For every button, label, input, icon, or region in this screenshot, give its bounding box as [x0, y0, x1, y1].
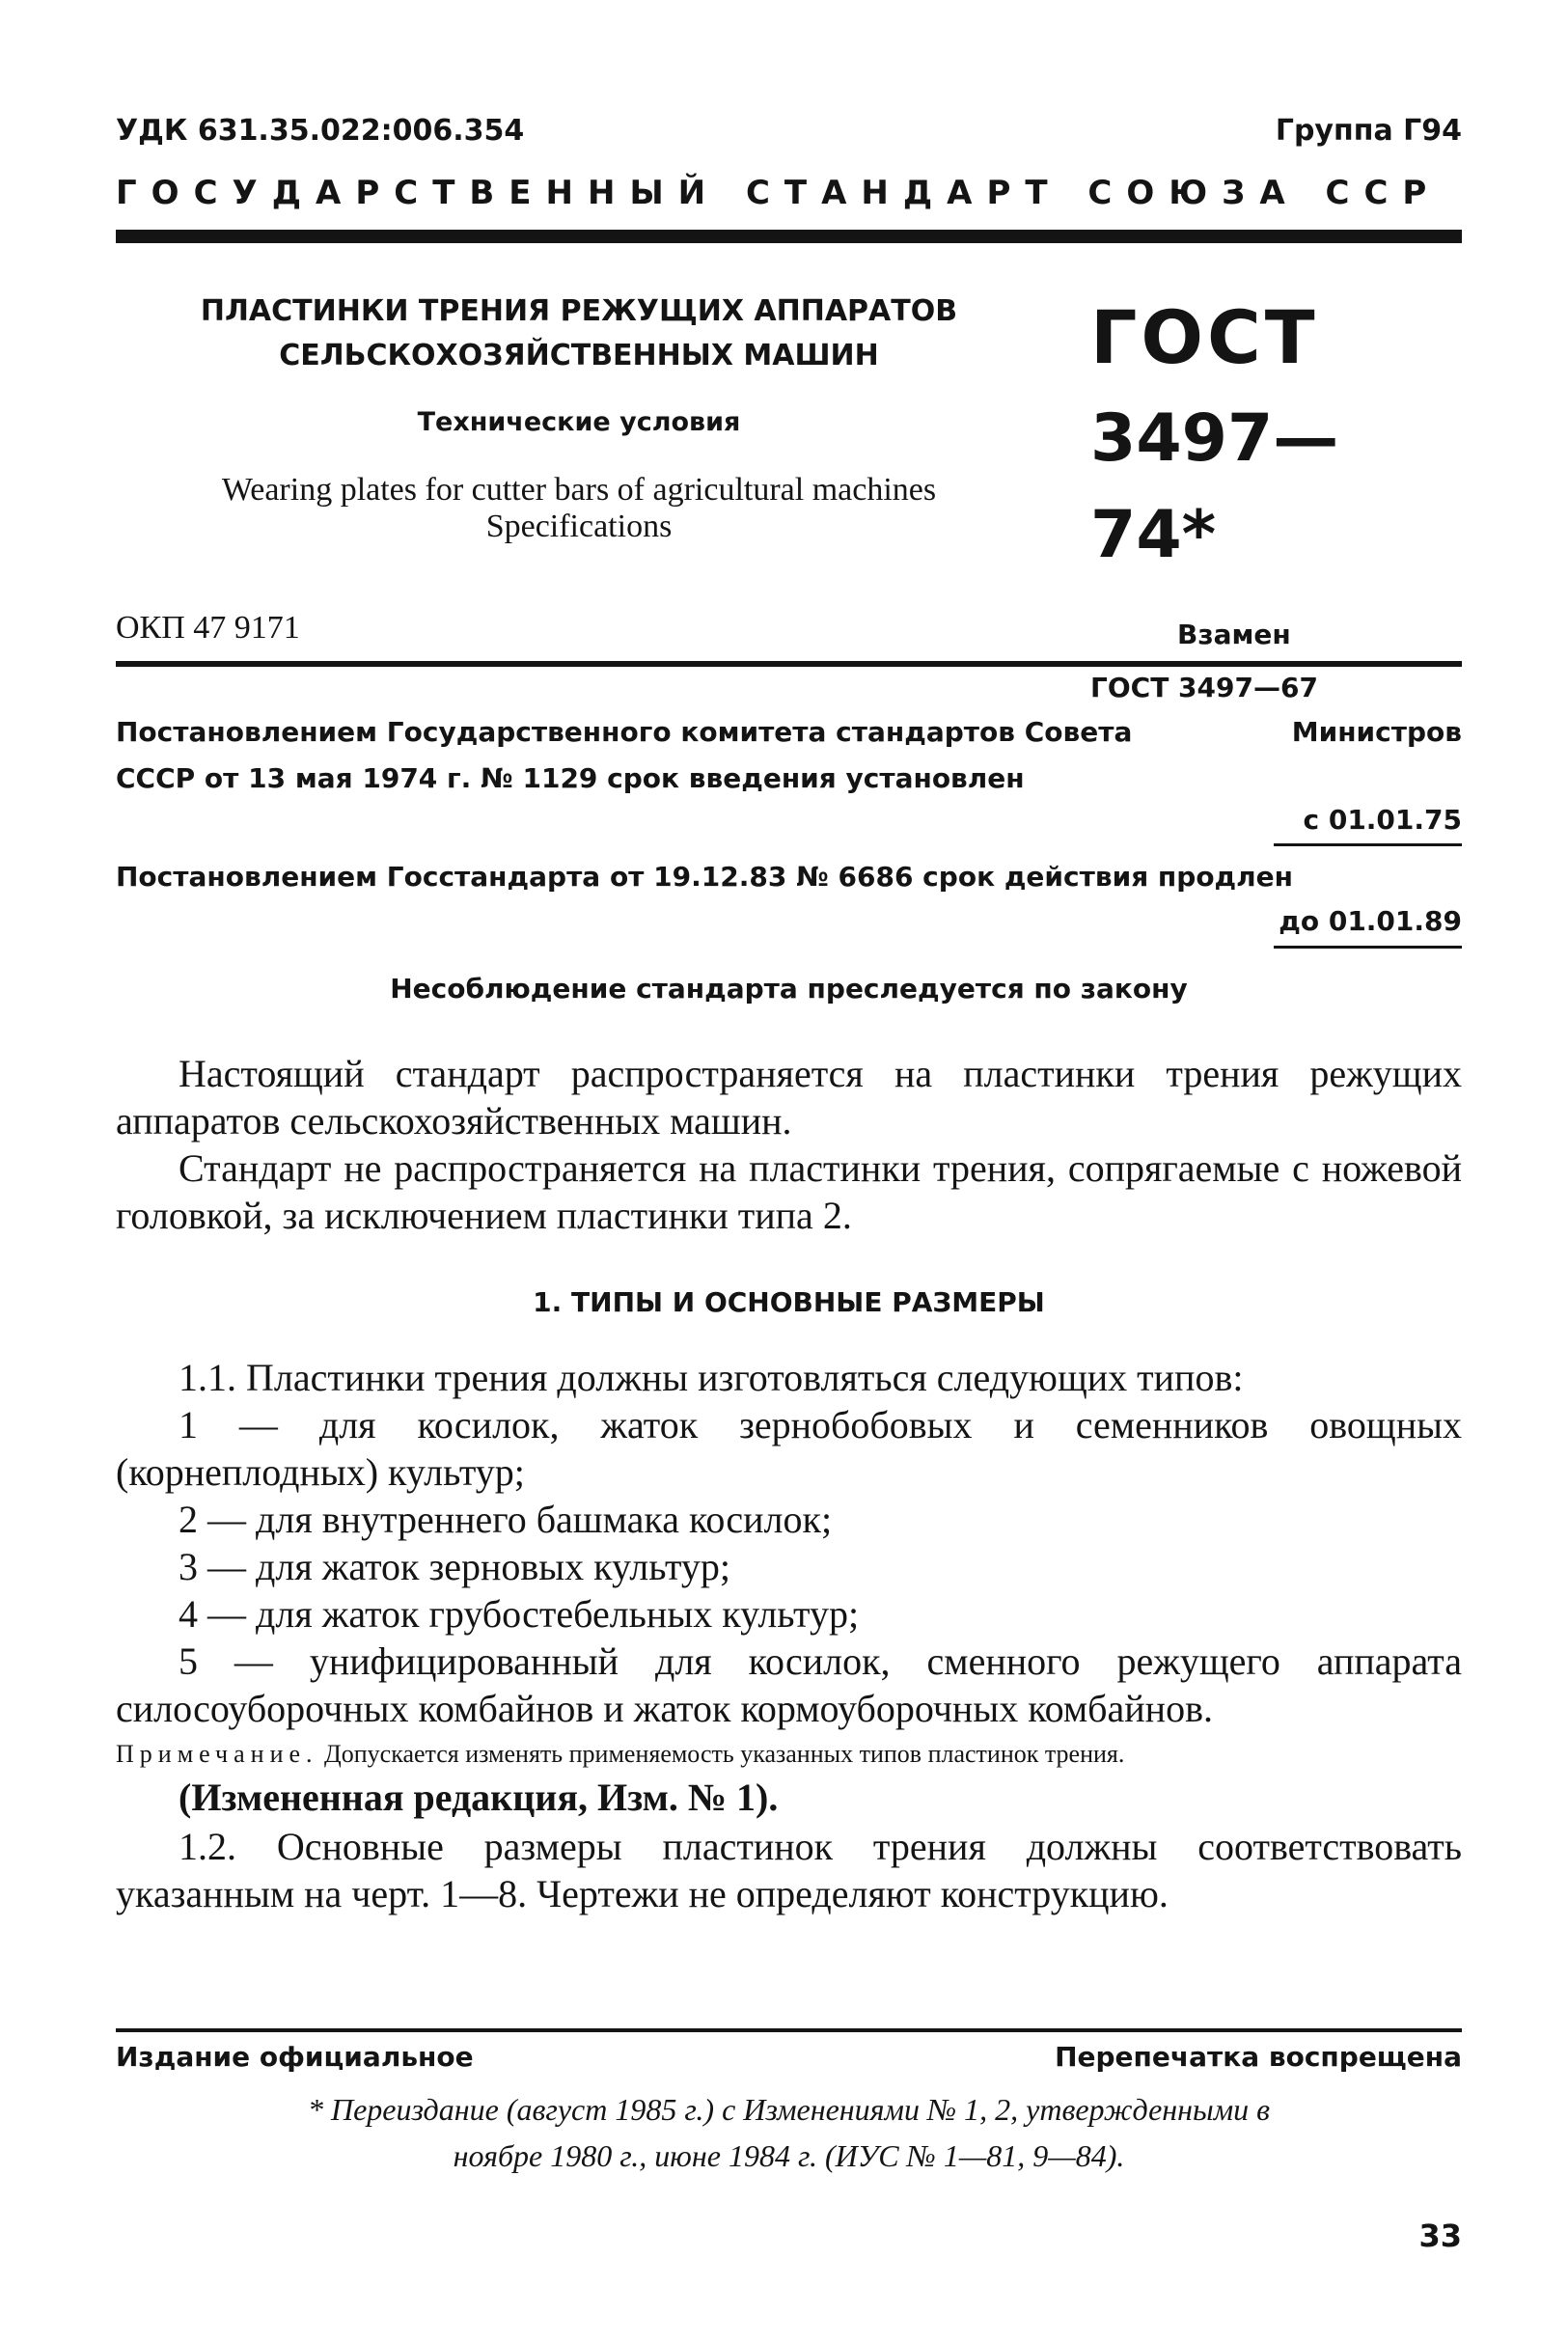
- date-rule-2: [1274, 946, 1462, 949]
- type-item-1: 1 — для косилок, жаток зернобобовых и семенников овощных (корнеплодных) культур;: [116, 1403, 1462, 1494]
- clause-1-2: 1.2. Основные размеры пластинок трения должны соответствовать указанным на черт. 1—8. Чертежи не определяют конструкцию.: [116, 1825, 1462, 1915]
- udk-code: УДК 631.35.022:006.354: [116, 114, 525, 148]
- date-rule-1: [1274, 843, 1462, 846]
- amendment-mark: (Измененная редакция, Изм. № 1).: [179, 1776, 779, 1819]
- intro-text: [116, 1050, 1462, 1239]
- gost-number: 3497—74*: [1090, 400, 1339, 573]
- group-code: Группа Г94: [1275, 114, 1462, 148]
- subtitle: Технические условия: [417, 407, 741, 437]
- replaces-label: Взамен: [1177, 619, 1291, 650]
- intro-paragraph-2: Стандарт не распространяется на пластинки трения, сопрягаемые с ножевой головкой, за исключением пластинки типа 2.: [116, 1146, 1462, 1237]
- note-label: Примечание.: [116, 1740, 318, 1768]
- decree-first-text: Постановлением Государственного комитета стандартов Совета: [116, 716, 1133, 748]
- section-body: [116, 1354, 1462, 1917]
- reprint-prohibited: Перепечатка воспрещена: [1055, 2041, 1462, 2073]
- page-number: 33: [1418, 2217, 1462, 2254]
- type-item-2: 2 — для внутреннего башмака косилок;: [179, 1498, 833, 1541]
- type-item-5: 5 — унифицированный для косилок, сменного режущего аппарата силосоуборочных комбайнов и жаток кормоуборочных комбайнов.: [116, 1639, 1462, 1730]
- decree-first: [116, 709, 1462, 802]
- replaced-standard: ГОСТ 3497—67: [1090, 672, 1318, 703]
- top-rule: [116, 230, 1462, 243]
- title-line-2: СЕЛЬСКОХОЗЯЙСТВЕННЫХ МАШИН: [279, 339, 879, 372]
- okp-code: ОКП 47 9171: [116, 610, 300, 646]
- footer-rule: [116, 2028, 1462, 2032]
- note-text: Допускается изменять применяемость указанных типов пластинок трения.: [324, 1740, 1125, 1768]
- english-title: [135, 472, 1023, 545]
- official-edition: Издание официальное: [116, 2041, 474, 2073]
- extension-date: до 01.01.89: [1279, 905, 1462, 937]
- intro-paragraph-1: Настоящий стандарт распространяется на пластинки трения режущих аппаратов сельскохозяйственных машин.: [116, 1052, 1462, 1143]
- note: [116, 1740, 1462, 1769]
- type-item-3: 3 — для жаток зерновых культур;: [179, 1545, 731, 1588]
- clause-1-1: 1.1. Пластинки трения должны изготовляться следующих типов:: [179, 1356, 1244, 1399]
- legal-warning: Несоблюдение стандарта преследуется по закону: [390, 973, 1188, 1005]
- decree-second: Постановлением Госстандарта от 19.12.83 № 6686 срок действия продлен: [116, 861, 1294, 893]
- section-heading: 1. ТИПЫ И ОСНОВНЫЕ РАЗМЕРЫ: [533, 1286, 1045, 1318]
- title-block: [135, 289, 1023, 545]
- title-line-1: ПЛАСТИНКИ ТРЕНИЯ РЕЖУЩИХ АППАРАТОВ: [200, 294, 958, 328]
- state-standard-banner: ГОСУДАРСТВЕННЫЙ СТАНДАРТ СОЮЗА ССР: [116, 174, 1442, 212]
- reissue-footnote: [116, 2086, 1462, 2179]
- middle-rule: [116, 661, 1462, 667]
- english-title-line-2: Specifications: [485, 509, 673, 544]
- decree-first-line-2: СССР от 13 мая 1974 г. № 1129 срок введения установлен: [116, 762, 1025, 794]
- decree-first-ministers: Министров: [1291, 716, 1462, 748]
- gost-block: [1090, 294, 1457, 703]
- english-title-line-1: Wearing plates for cutter bars of agricultural machines: [221, 472, 937, 508]
- footnote-line-1: * Переиздание (август 1985 г.) с Изменениями № 1, 2, утвержденными в: [307, 2092, 1271, 2127]
- footnote-line-2: ноябре 1980 г., июне 1984 г. (ИУС № 1—81, 9—84).: [453, 2138, 1125, 2173]
- type-item-4: 4 — для жаток грубостебельных культур;: [179, 1592, 860, 1636]
- introduction-date: с 01.01.75: [1303, 804, 1462, 836]
- gost-label: ГОСТ: [1090, 294, 1319, 380]
